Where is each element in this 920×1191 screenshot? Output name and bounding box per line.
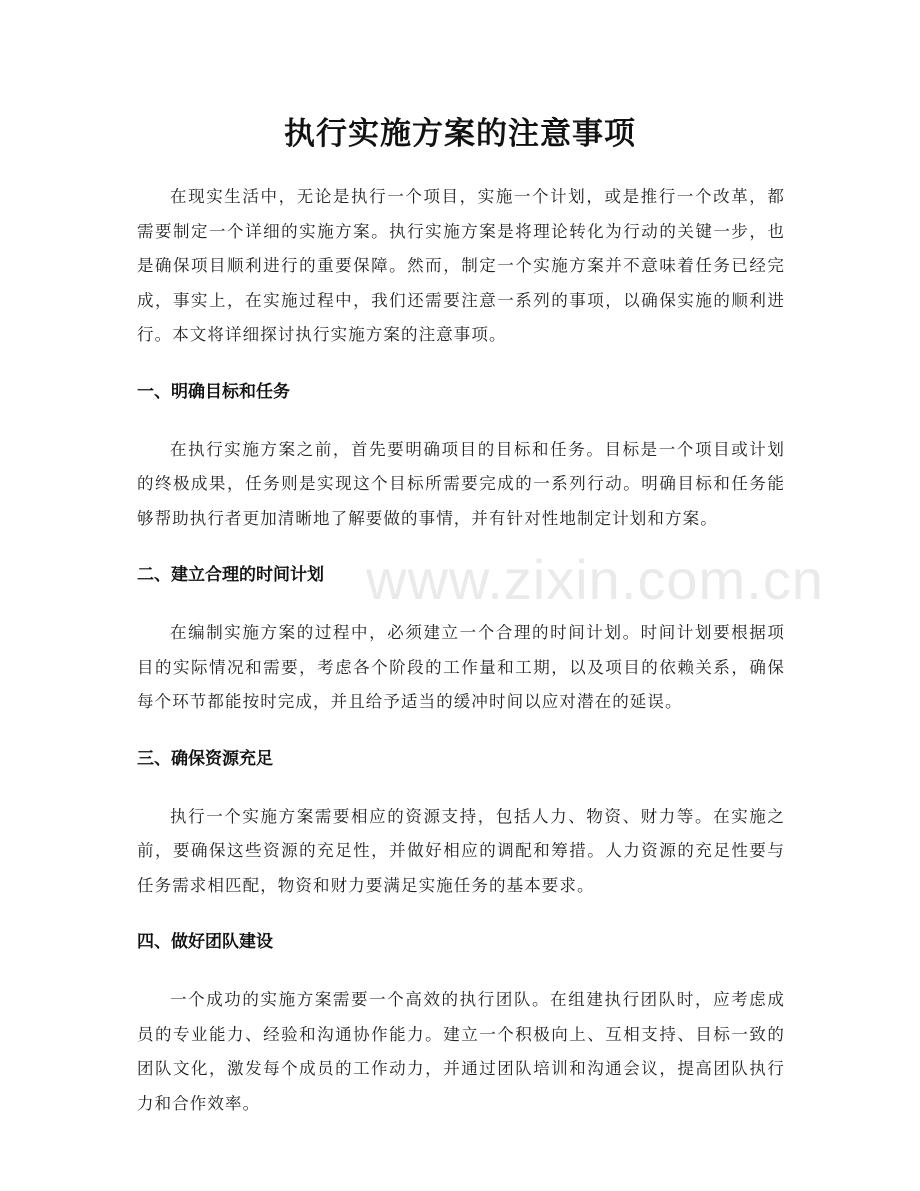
section-body-4: 一个成功的实施方案需要一个高效的执行团队。在组建执行团队时，应考虑成员的专业能力、经验和沟通协作能力。建立一个积极向上、互相支持、目标一致的团队文化，激发每个成员的工作动力，并通过团队培训和沟通会议，提高团队执行力和合作效率。 — [137, 990, 785, 1113]
section-body-1: 在执行实施方案之前，首先要明确项目的目标和任务。目标是一个项目或计划的终极成果，任务则是实现这个目标所需要完成的一系列行动。明确目标和任务能够帮助执行者更加清晰地了解要做的事情，并有针对性地制定计划和方案。 — [137, 439, 785, 528]
section-heading-4: 四、做好团队建设 — [137, 932, 273, 952]
section-body-3: 执行一个实施方案需要相应的资源支持，包括人力、物资、财力等。在实施之前，要确保这些资源的充足性，并做好相应的调配和筹措。人力资源的充足性要与任务需求相匹配，物资和财力要满足实施任务的基本要求。 — [137, 806, 785, 895]
document-title: 执行实施方案的注意事项 — [284, 116, 636, 152]
section-heading-2: 二、建立合理的时间计划 — [137, 565, 324, 585]
section-body-2: 在编制实施方案的过程中，必须建立一个合理的时间计划。时间计划要根据项目的实际情况和需要，考虑各个阶段的工作量和工期，以及项目的依赖关系，确保每个环节都能按时完成，并且给予适当的缓冲时间以应对潜在的延误。 — [137, 623, 785, 711]
watermark: www.zixin.com.cn — [366, 548, 824, 611]
section-heading-1: 一、明确目标和任务 — [137, 381, 290, 402]
section-heading-3: 三、确保资源充足 — [137, 748, 273, 769]
document-body — [137, 180, 785, 1121]
intro-paragraph: 在现实生活中，无论是执行一个项目，实施一个计划，或是推行一个改革，都需要制定一个详细的实施方案。执行实施方案是将理论转化为行动的关键一步，也是确保项目顺利进行的重要保障。然而，制定一个实施方案并不意味着任务已经完成，事实上，在实施过程中，我们还需要注意一系列的事项，以确保实施的顺利进行。本文将详细探讨执行实施方案的注意事项。 — [137, 187, 785, 344]
